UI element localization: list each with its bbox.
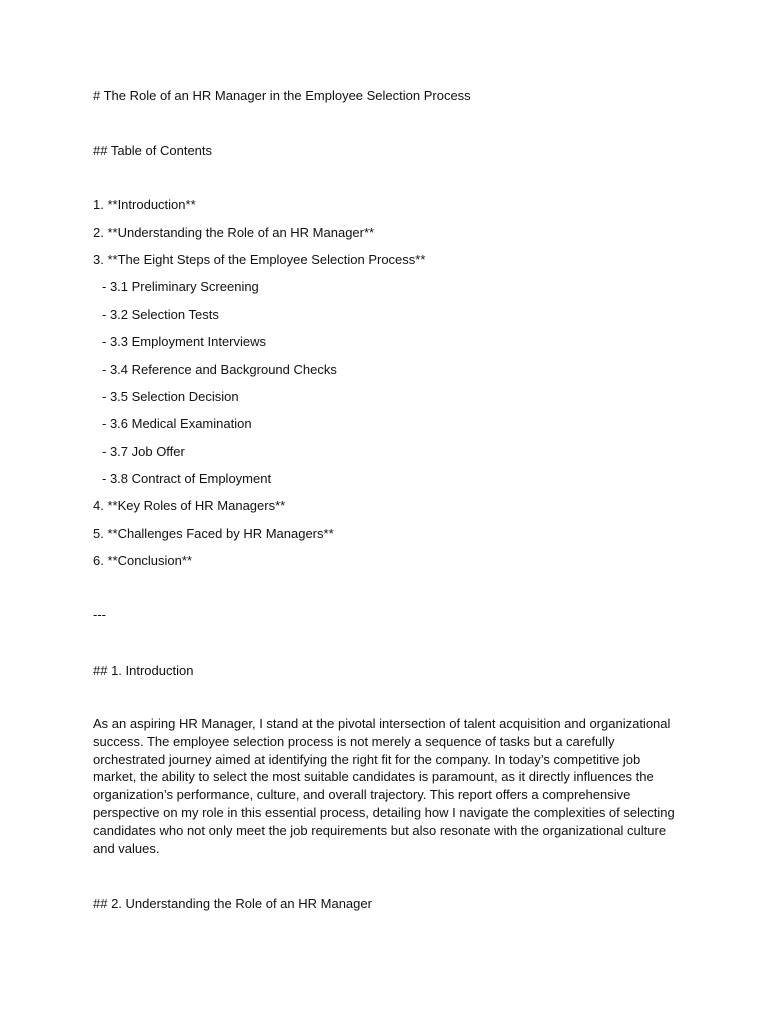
toc-heading: ## Table of Contents xyxy=(93,143,213,158)
toc-subitem: - 3.5 Selection Decision xyxy=(102,389,239,404)
toc-item: 6. **Conclusion** xyxy=(93,553,193,568)
toc-subitem: - 3.7 Job Offer xyxy=(102,444,185,459)
section-heading-understanding-role: ## 2. Understanding the Role of an HR Manager xyxy=(93,896,372,911)
toc-subitem: - 3.6 Medical Examination xyxy=(102,416,252,431)
toc-subitem: - 3.2 Selection Tests xyxy=(102,307,219,322)
toc-item: 2. **Understanding the Role of an HR Manager** xyxy=(93,225,375,240)
section-separator: --- xyxy=(93,607,106,622)
toc-item: 5. **Challenges Faced by HR Managers** xyxy=(93,526,334,541)
document-title: # The Role of an HR Manager in the Employee Selection Process xyxy=(93,88,471,103)
toc-item: 3. **The Eight Steps of the Employee Selection Process** xyxy=(93,252,426,267)
section-heading-introduction: ## 1. Introduction xyxy=(93,663,194,678)
toc-subitem: - 3.8 Contract of Employment xyxy=(102,471,272,486)
toc-item: 1. **Introduction** xyxy=(93,197,196,212)
toc-subitem: - 3.4 Reference and Background Checks xyxy=(102,362,337,377)
toc-item: 4. **Key Roles of HR Managers** xyxy=(93,498,286,513)
introduction-paragraph: As an aspiring HR Manager, I stand at the pivotal intersection of talent acquisition and organizational success. The employee selection process is not merely a sequence of tasks but a carefully orchestrated journey aimed at identifying the right fit for the company. In today’s competitive job market, the ability to select the most suitable candidates is paramount, as it directly influences the organization’s performance, culture, and overall trajectory. This report offers a comprehensive perspective on my role in this essential process, detailing how I navigate the complexities of selecting candidates who not only meet the job requirements but also resonate with the organizational culture and values. xyxy=(93,716,675,856)
toc-subitem: - 3.1 Preliminary Screening xyxy=(102,279,259,294)
toc-subitem: - 3.3 Employment Interviews xyxy=(102,334,267,349)
